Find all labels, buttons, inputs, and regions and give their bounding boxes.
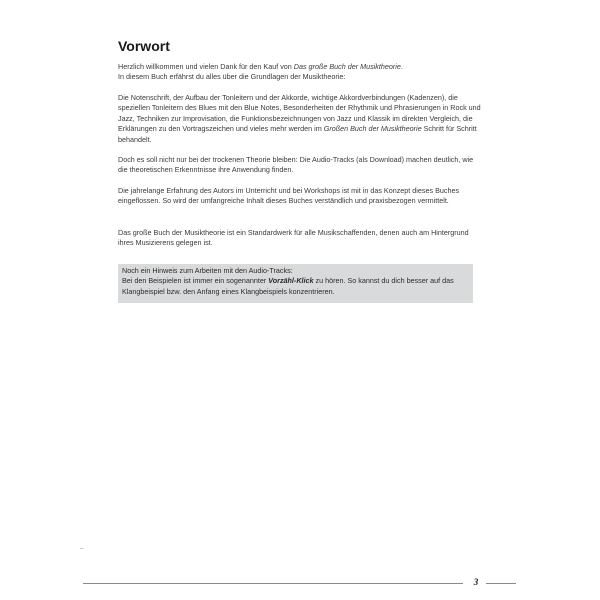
text-segment: Die Notenschrift, der Aufbau der Tonleitern und der Akkorde, wichtige Akkordverbindungen (Kadenzen), die speziellen Tonleitern des Blues mit den Blue Notes, Besonderheiten der Rhythmik und Phrasierungen in Rock und Jazz, Techniken zur Improvisation, die Funktionsbezeichnungen von Jazz und Klassik im direkten Vergleich, die Erklärungen zu den Vortragszeichen und vieles mehr werden im — [118, 93, 481, 134]
paragraph-experience — [118, 186, 483, 207]
text-segment: Bei den Beispielen ist immer ein sogenannter — [122, 276, 269, 286]
paragraph-contents — [118, 93, 483, 145]
margin-mark: – — [80, 546, 84, 552]
paragraph-audio — [118, 155, 483, 176]
book-title-italic: Großen Buch der Musiktheorie — [323, 124, 422, 134]
text-segment: Schritt für Schritt behandelt. — [118, 124, 477, 144]
paragraph-contents-text — [118, 93, 483, 145]
note-heading: Noch ein Hinweis zum Arbeiten mit den Audio-Tracks: — [122, 266, 293, 275]
text-segment: zu hören. So kannst du dich besser auf das Klangbeispiel bzw. den Anfang eines Klangbeispiels konzentrieren. — [122, 276, 454, 296]
paragraph-standard-work-text: Das große Buch der Musiktheorie ist ein Standardwerk für alle Musikschaffenden, denen auch am Hintergrund ihres Musizierens gelegen ist. — [118, 228, 469, 248]
page-number: 3 — [473, 577, 479, 587]
book-title-italic: Das große Buch der Musiktheorie — [293, 62, 401, 71]
audio-note-box — [118, 264, 473, 303]
paragraph-intro — [118, 62, 483, 83]
paragraph-standard-work — [118, 228, 483, 249]
footer-rule-right — [486, 583, 516, 584]
footer-rule-left — [83, 583, 463, 584]
paragraph-audio-text: Doch es soll nicht nur bei der trockenen Theorie bleiben: Die Audio-Tracks (als Download) machen deutlich, wie die theoretischen Erkenntnisse ihre Anwendung finden. — [118, 155, 474, 175]
paragraph-intro-line2: In diesem Buch erfährst du alles über die Grundlagen der Musiktheorie: — [118, 72, 346, 82]
paragraph-experience-text: Die jahrelange Erfahrung des Autors im Unterricht und bei Workshops ist mit in das Konzept dieses Buches eingeflossen. So wird der umfangreiche Inhalt dieses Buches verständlich und praxisbezogen vermittelt. — [118, 186, 460, 206]
note-text — [122, 276, 469, 297]
text-segment: . — [400, 62, 403, 71]
text-segment: Herzlich willkommen und vielen Dank für den Kauf von — [118, 62, 294, 71]
page-title: Vorwort — [118, 38, 170, 54]
paragraph-intro-line1 — [118, 62, 483, 72]
count-in-click-term: Vorzähl-Klick — [268, 276, 314, 286]
